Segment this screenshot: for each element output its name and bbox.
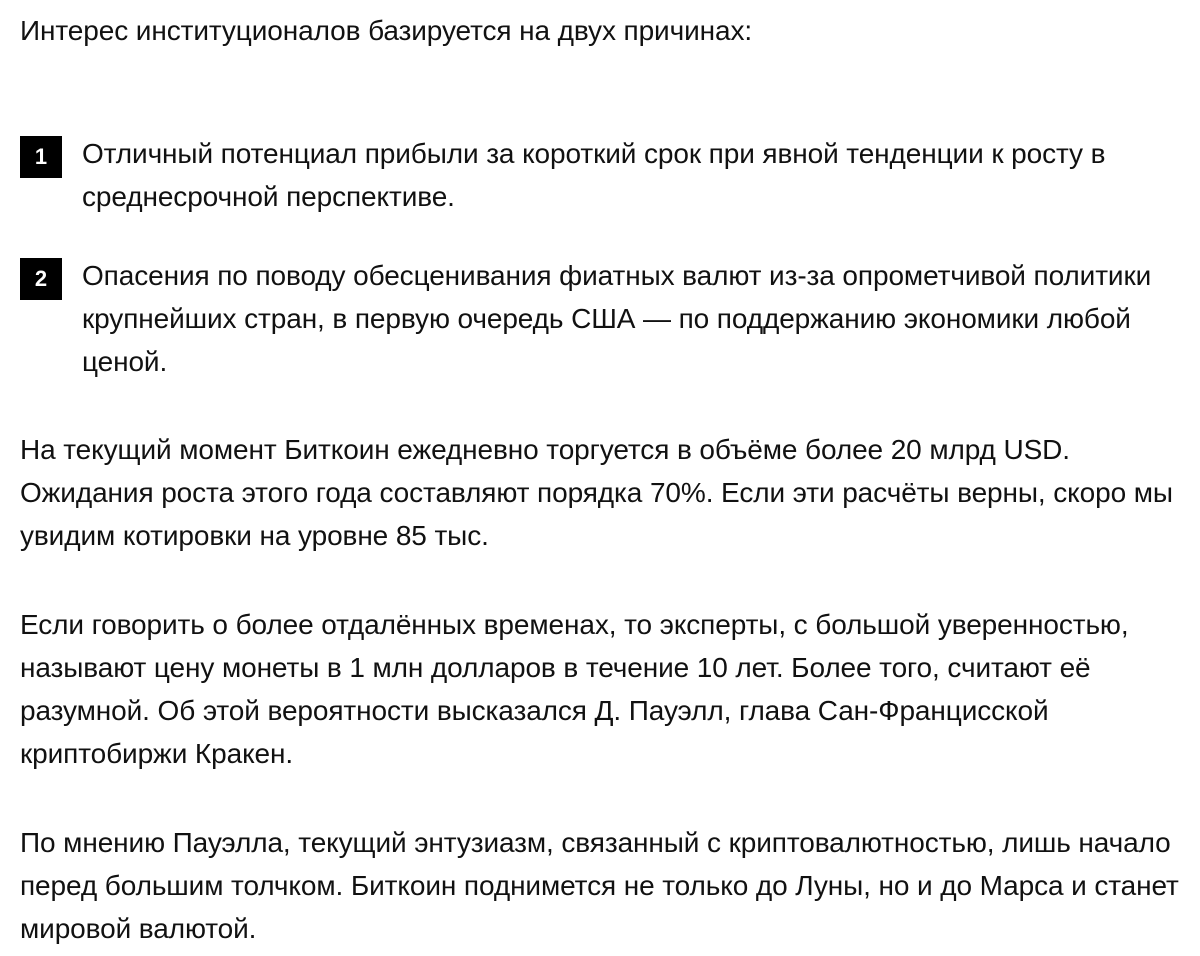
reason-item-1 [20, 132, 1190, 218]
paragraph-powell-opinion: По мнению Пауэлла, текущий энтузиазм, связанный с криптовалютностью, лишь начало перед большим толчком. Биткоин поднимется не только до Луны, но и до Марса и станет мировой валютой. [20, 827, 1179, 944]
intro-paragraph: Интерес институционалов базируется на двух причинах: [20, 15, 753, 46]
paragraph-trading-volume: На текущий момент Биткоин ежедневно торгуется в объёме более 20 млрд USD. Ожидания роста этого года составляют порядка 70%. Если эти расчёты верны, скоро мы увидим котировки на уровне 85 тыс. [20, 434, 1173, 551]
reason-number-badge: 1 [20, 136, 62, 178]
paragraph-long-term-forecast: Если говорить о более отдалённых временах, то эксперты, с большой уверенностью, называют цену монеты в 1 млн долларов в течение 10 лет. Более того, считают её разумной. Об этой вероятности высказался Д. Пауэлл, глава Сан-Францисской криптобиржи Кракен. [20, 609, 1129, 769]
reason-text: Опасения по поводу обесценивания фиатных валют из-за опрометчивой политики крупнейших стран, в первую очередь США — по поддержанию экономики любой ценой. [82, 260, 1152, 377]
reason-number-badge: 2 [20, 258, 62, 300]
reason-text: Отличный потенциал прибыли за короткий срок при явной тенденции к росту в среднесрочной перспективе. [82, 138, 1106, 212]
reason-item-2 [20, 254, 1190, 383]
